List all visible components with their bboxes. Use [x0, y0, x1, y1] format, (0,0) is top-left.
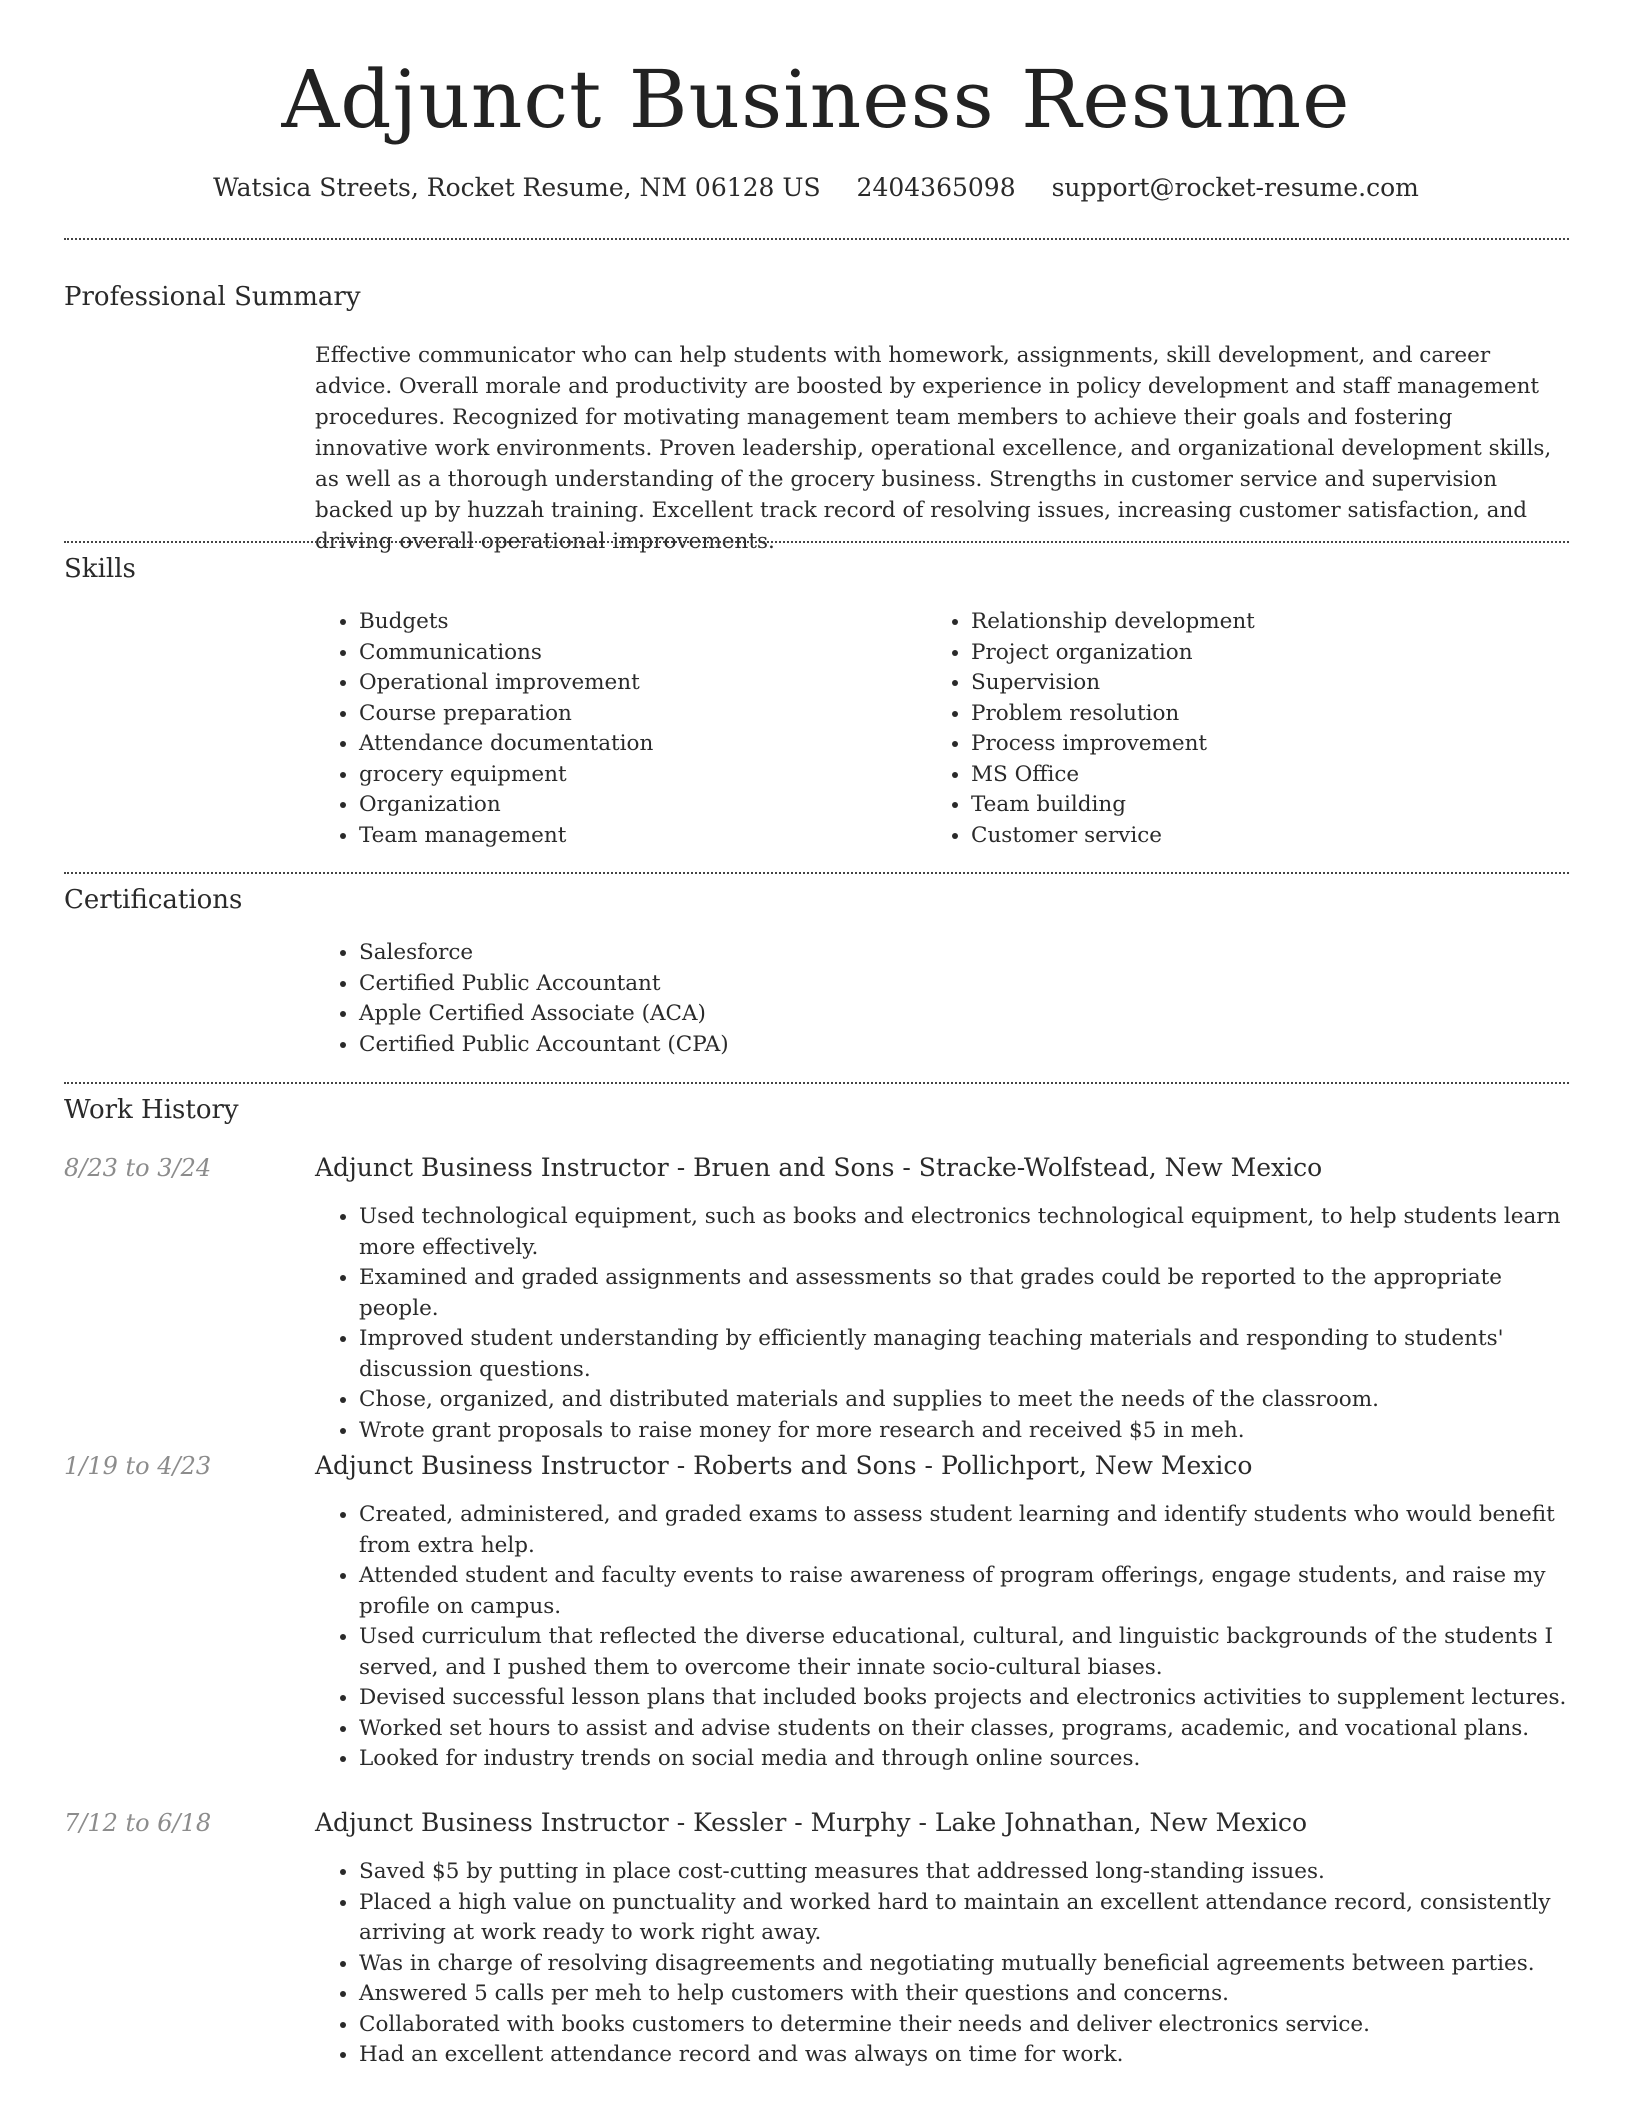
list-item: • Team management	[359, 821, 959, 852]
section-title-skills: Skills	[64, 554, 136, 584]
job-dates: 8/23 to 3/24	[64, 1154, 212, 1182]
list-item: • Salesforce	[359, 938, 1559, 969]
list-item: • Certified Public Accountant	[359, 969, 1559, 1000]
job-title: Adjunct Business Instructor - Bruen and Sons - Stracke-Wolfstead, New Mexico	[315, 1153, 1323, 1182]
section-title-work-history: Work History	[64, 1095, 239, 1125]
list-item: • MS Office	[971, 760, 1571, 791]
list-item: • Course preparation	[359, 699, 959, 730]
email: support@rocket-resume.com	[1051, 173, 1419, 202]
job-title: Adjunct Business Instructor - Roberts and Sons - Pollichport, New Mexico	[315, 1451, 1253, 1480]
list-item: • Worked set hours to assist and advise students on their classes, programs, academic, and vocational plans.	[359, 1714, 1569, 1745]
list-item: • Project organization	[971, 638, 1571, 669]
contact-line	[0, 170, 1632, 206]
skills-list-left	[315, 607, 959, 851]
section-title-certifications: Certifications	[64, 885, 243, 915]
list-item: • Communications	[359, 638, 959, 669]
list-item: • Team building	[971, 790, 1571, 821]
divider	[64, 872, 1569, 874]
list-item: • Supervision	[971, 668, 1571, 699]
list-item: • Budgets	[359, 607, 959, 638]
list-item: • Certified Public Accountant (CPA)	[359, 1030, 1559, 1061]
list-item: • Improved student understanding by efficiently managing teaching materials and responding to students' discussion questions.	[359, 1324, 1569, 1385]
list-item: • Had an excellent attendance record and was always on time for work.	[359, 2040, 1569, 2071]
list-item: • Organization	[359, 790, 959, 821]
address: Watsica Streets, Rocket Resume, NM 06128 US	[213, 173, 821, 202]
job-bullets	[315, 1500, 1569, 1775]
summary-text: Effective communicator who can help students with homework, assignments, skill development, and career advice. Overall morale and productivity are boosted by experience in policy development and staff management procedures. Recognized for motivating management team members to achieve their goals and fostering innovative work environments. Proven leadership, operational excellence, and organizational development skills, as well as a thorough understanding of the grocery business. Strengths in customer service and supervision backed up by huzzah training. Excellent track record of resolving issues, increasing customer satisfaction, and driving overall operational improvements.	[315, 343, 1552, 554]
list-item: • Process improvement	[971, 729, 1571, 760]
list-item: • Answered 5 calls per meh to help customers with their questions and concerns.	[359, 1979, 1569, 2010]
list-item: • Looked for industry trends on social media and through online sources.	[359, 1744, 1569, 1775]
job-bullets	[315, 1857, 1569, 2071]
list-item: • Saved $5 by putting in place cost-cutting measures that addressed long-standing issues.	[359, 1857, 1569, 1888]
list-item: • Devised successful lesson plans that included books projects and electronics activities to supplement lectures.	[359, 1683, 1569, 1714]
list-item: • Chose, organized, and distributed materials and supplies to meet the needs of the classroom.	[359, 1385, 1569, 1416]
list-item: • Apple Certified Associate (ACA)	[359, 999, 1559, 1030]
list-item: • Relationship development	[971, 607, 1571, 638]
certifications-list	[315, 938, 1559, 1060]
job-bullets	[315, 1202, 1569, 1446]
list-item: • Attendance documentation	[359, 729, 959, 760]
divider	[64, 541, 1569, 543]
divider	[64, 1082, 1569, 1084]
list-item: • Problem resolution	[971, 699, 1571, 730]
list-item: • Placed a high value on punctuality and worked hard to maintain an excellent attendance record, consistently arriving at work ready to work right away.	[359, 1888, 1569, 1949]
list-item: • Created, administered, and graded exams to assess student learning and identify students who would benefit from extra help.	[359, 1500, 1569, 1561]
list-item: • Collaborated with books customers to determine their needs and deliver electronics service.	[359, 2010, 1569, 2041]
skills-list-right	[927, 607, 1571, 851]
list-item: • Operational improvement	[359, 668, 959, 699]
list-item: • Wrote grant proposals to raise money for more research and received $5 in meh.	[359, 1416, 1569, 1447]
list-item: • Customer service	[971, 821, 1571, 852]
resume-title: Adjunct Business Resume	[281, 53, 1351, 146]
list-item: • Used technological equipment, such as books and electronics technological equipment, to help students learn more effectively.	[359, 1202, 1569, 1263]
list-item: • Examined and graded assignments and assessments so that grades could be reported to the appropriate people.	[359, 1263, 1569, 1324]
job-title: Adjunct Business Instructor - Kessler - Murphy - Lake Johnathan, New Mexico	[315, 1808, 1308, 1837]
job-dates: 7/12 to 6/18	[64, 1809, 212, 1837]
list-item: • Attended student and faculty events to raise awareness of program offerings, engage students, and raise my profile on campus.	[359, 1561, 1569, 1622]
phone: 2404365098	[856, 173, 1016, 202]
list-item: • Used curriculum that reflected the diverse educational, cultural, and linguistic backgrounds of the students I served, and I pushed them to overcome their innate socio-cultural biases.	[359, 1622, 1569, 1683]
divider	[64, 238, 1569, 240]
list-item: • Was in charge of resolving disagreements and negotiating mutually beneficial agreements between parties.	[359, 1949, 1569, 1980]
list-item: • grocery equipment	[359, 760, 959, 791]
job-dates: 1/19 to 4/23	[64, 1452, 212, 1480]
section-title-summary: Professional Summary	[64, 282, 361, 312]
